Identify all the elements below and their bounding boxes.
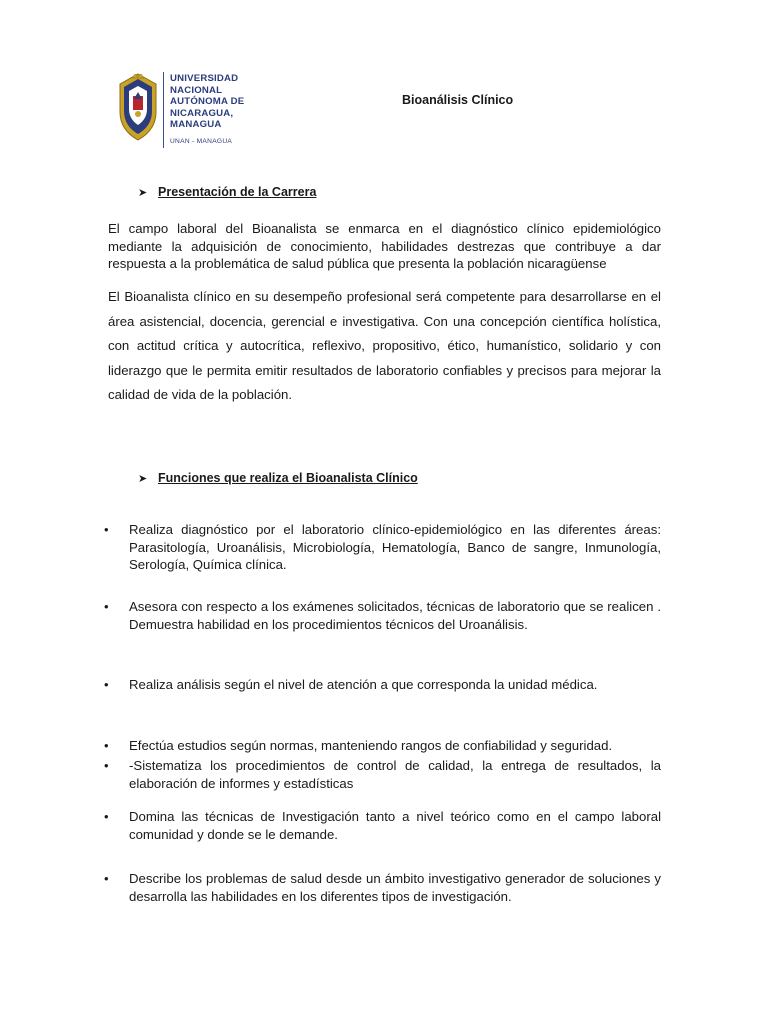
logo-line: NICARAGUA, xyxy=(170,107,234,119)
list-item: • Efectúa estudios según normas, manteniendo rangos de confiabilidad y seguridad. xyxy=(104,738,613,753)
logo-line: MANAGUA xyxy=(170,119,222,131)
bullet-dot-icon: • xyxy=(104,809,109,824)
logo-line: NACIONAL xyxy=(170,84,223,96)
arrow-bullet-icon: ➤ xyxy=(138,187,148,199)
list-item: • Realiza análisis según el nivel de atención a que corresponda la unidad médica. xyxy=(104,677,598,692)
list-item: • Domina las técnicas de Investigación tanto a nivel teórico como en el campo laboral comunidad y donde se le demande. xyxy=(104,809,661,842)
university-abbreviation: UNAN - MANAGUA xyxy=(170,138,233,145)
paragraph-desempeno: El Bioanalista clínico en su desempeño profesional será competente para desarrollarse en el área asistencial, docencia, gerencial e investigativa. Con una concepción científica holística, con actitud crítica y autocrítica, reflexivo, propositivo, ético, humanístico, solidario y con liderazgo que le permita emitir resultados de laboratorio confiables y precisos para mejorar la calidad de vida de la población. xyxy=(108,289,661,402)
bullet-dot-icon: • xyxy=(104,522,109,537)
section-heading-funciones: ➤ Funciones que realiza el Bioanalista Clínico xyxy=(138,471,418,485)
logo-line: UNIVERSIDAD xyxy=(170,73,239,84)
list-item: • -Sistematiza los procedimientos de control de calidad, la entrega de resultados, la elaboración de informes y estadísticas xyxy=(104,758,661,791)
document-title: Bioanálisis Clínico xyxy=(402,93,514,107)
university-name xyxy=(170,73,244,131)
bullet-dot-icon: • xyxy=(104,738,109,753)
bullet-dot-icon: • xyxy=(104,599,109,614)
logo-line: AUTÓNOMA DE xyxy=(170,96,245,108)
list-item: • Realiza diagnóstico por el laboratorio clínico-epidemiológico en las diferentes áreas: Parasitología, Uroanálisis, Microbiología, Hematología, Banco de sangre, Inmunología, Serología, Química clínica. xyxy=(104,522,661,572)
section-heading-presentacion: ➤ Presentación de la Carrera xyxy=(138,185,317,199)
logo-divider xyxy=(163,72,164,148)
bullet-dot-icon: • xyxy=(104,871,109,886)
arrow-bullet-icon: ➤ xyxy=(138,473,148,485)
list-item: • Asesora con respecto a los exámenes solicitados, técnicas de laboratorio que se realicen . Demuestra habilidad en los procedimientos técnicos del Uroanálisis. xyxy=(104,599,661,632)
university-seal-icon xyxy=(116,72,160,142)
list-item: • Describe los problemas de salud desde un ámbito investigativo generador de soluciones y desarrolla las habilidades en los diferentes tipos de investigación. xyxy=(104,871,661,904)
paragraph-campo-laboral: El campo laboral del Bioanalista se enmarca en el diagnóstico clínico epidemiológico mediante la adquisición de conocimiento, habilidades destrezas que contribuye a dar respuesta a la problemática de salud pública que presenta la población nicaragüense xyxy=(108,221,661,271)
bullet-dot-icon: • xyxy=(104,677,109,692)
bullet-dot-icon: • xyxy=(104,758,109,773)
